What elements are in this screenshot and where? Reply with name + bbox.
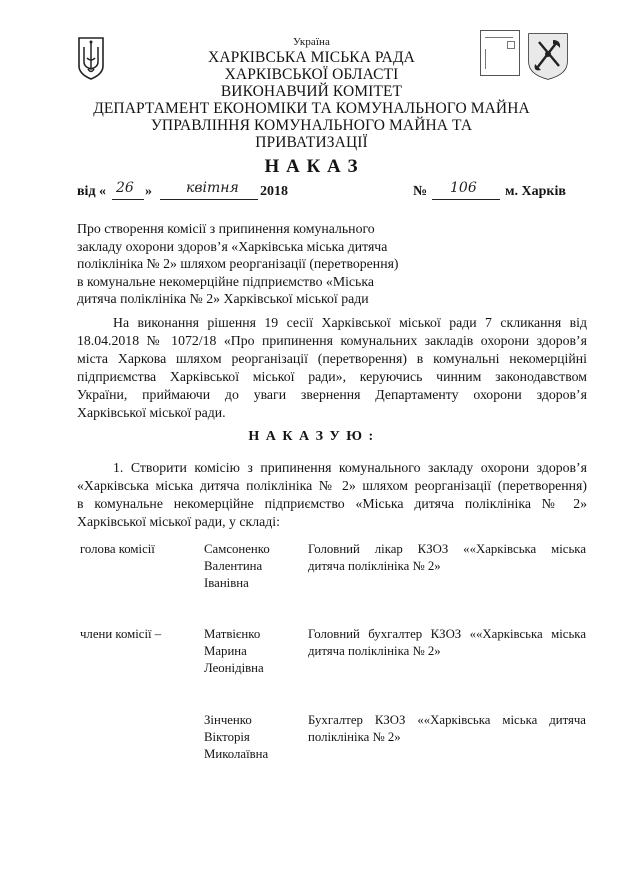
preamble-line: 18.04.2018 № 1072/18 «Про припинення комунальних закладів охорони здоров’я bbox=[77, 333, 587, 348]
order-heading: Н А К А З У Ю : bbox=[248, 429, 375, 444]
position-line: дитяча поліклініка № 2» bbox=[308, 559, 441, 573]
commission-name bbox=[204, 541, 270, 592]
name-line: Матвієнко bbox=[204, 627, 261, 641]
commission-name bbox=[204, 712, 268, 763]
date-year: 2018 bbox=[260, 184, 288, 199]
date-close-quote: » bbox=[145, 184, 152, 199]
order-number-label: № bbox=[413, 184, 428, 199]
subject-line: дитяча поліклініка № 2» Харківської міської ради bbox=[77, 291, 369, 306]
preamble-line: міста Харкова шляхом реорганізації (перетворення) в комунальні некомерційні bbox=[77, 351, 587, 366]
commission-role: голова комісії bbox=[80, 542, 155, 556]
date-prefix: від « bbox=[77, 184, 107, 199]
commission-name bbox=[204, 626, 264, 677]
name-line: Зінченко bbox=[204, 713, 252, 727]
header-line-4: ДЕПАРТАМЕНТ ЕКОНОМІКИ ТА КОМУНАЛЬНОГО МАЙНА bbox=[93, 100, 530, 117]
position-line: поліклініка № 2» bbox=[308, 730, 401, 744]
header-line-2: ХАРКІВСЬКОЇ ОБЛАСТІ bbox=[224, 66, 399, 83]
position-line: Головний лікар КЗОЗ ««Харківська міська bbox=[308, 542, 586, 556]
header-line-5: УПРАВЛІННЯ КОМУНАЛЬНОГО МАЙНА ТА bbox=[150, 117, 473, 134]
order-item-1 bbox=[77, 459, 587, 531]
subject-line: поліклініка № 2» шляхом реорганізації (перетворення) bbox=[77, 256, 399, 271]
city: м. Харків bbox=[505, 184, 566, 199]
header-line-3: ВИКОНАВЧИЙ КОМІТЕТ bbox=[220, 83, 403, 100]
name-line: Миколаївна bbox=[204, 747, 269, 761]
commission-position bbox=[308, 712, 586, 746]
name-line: Марина bbox=[204, 644, 247, 658]
preamble-line: України, приймаючи до уваги звернення Департаменту охорони здоров’я bbox=[77, 387, 587, 402]
item-line: «Харківська міська дитяча поліклініка № 2» шляхом реорганізації (перетворення) bbox=[77, 478, 587, 493]
name-line: Самсоненко bbox=[204, 542, 270, 556]
preamble-line: Харківської міської ради. bbox=[77, 405, 226, 420]
preamble-line: На виконання рішення 19 сесії Харківської міської ради 7 скликання від bbox=[113, 315, 587, 330]
preamble-line: підприємства Харківської міської ради», керуючись чинним законодавством bbox=[77, 369, 587, 384]
commission-position bbox=[308, 541, 586, 575]
item-line: 1. Створити комісію з припинення комунального закладу охорони здоров’я bbox=[113, 460, 587, 475]
name-line: Леонідівна bbox=[204, 661, 264, 675]
subject-line: Про створення комісії з припинення комунального bbox=[77, 221, 375, 236]
name-line: Вікторія bbox=[204, 730, 250, 744]
subject-line: в комунальне некомерційне підприємство «Міська bbox=[77, 273, 374, 289]
subject-line: закладу охорони здоров’я «Харківська міська дитяча bbox=[77, 238, 388, 254]
date-day: 26 bbox=[116, 180, 134, 196]
order-subject bbox=[77, 220, 399, 308]
header-line-1: ХАРКІВСЬКА МІСЬКА РАДА bbox=[208, 49, 415, 66]
document-title: Н А К А З bbox=[264, 156, 359, 177]
item-line: в комунальне некомерційне підприємство «Міська дитяча поліклініка № 2» bbox=[77, 496, 587, 511]
position-line: Головний бухгалтер КЗОЗ ««Харківська міська bbox=[308, 627, 586, 641]
date-month: квітня bbox=[186, 180, 239, 196]
item-line: Харківської міської ради, у складі: bbox=[77, 514, 280, 529]
header-country: Україна bbox=[292, 36, 331, 48]
commission-position bbox=[308, 626, 586, 660]
position-line: Бухгалтер КЗОЗ ««Харківська міська дитяча bbox=[308, 713, 586, 727]
commission-role: члени комісії – bbox=[80, 627, 162, 641]
name-line: Валентина bbox=[204, 559, 263, 573]
preamble bbox=[77, 314, 587, 422]
name-line: Іванівна bbox=[204, 576, 249, 590]
position-line: дитяча поліклініка № 2» bbox=[308, 644, 441, 658]
order-number: 106 bbox=[450, 180, 477, 196]
header-line-6: ПРИВАТИЗАЦІЇ bbox=[255, 134, 368, 151]
